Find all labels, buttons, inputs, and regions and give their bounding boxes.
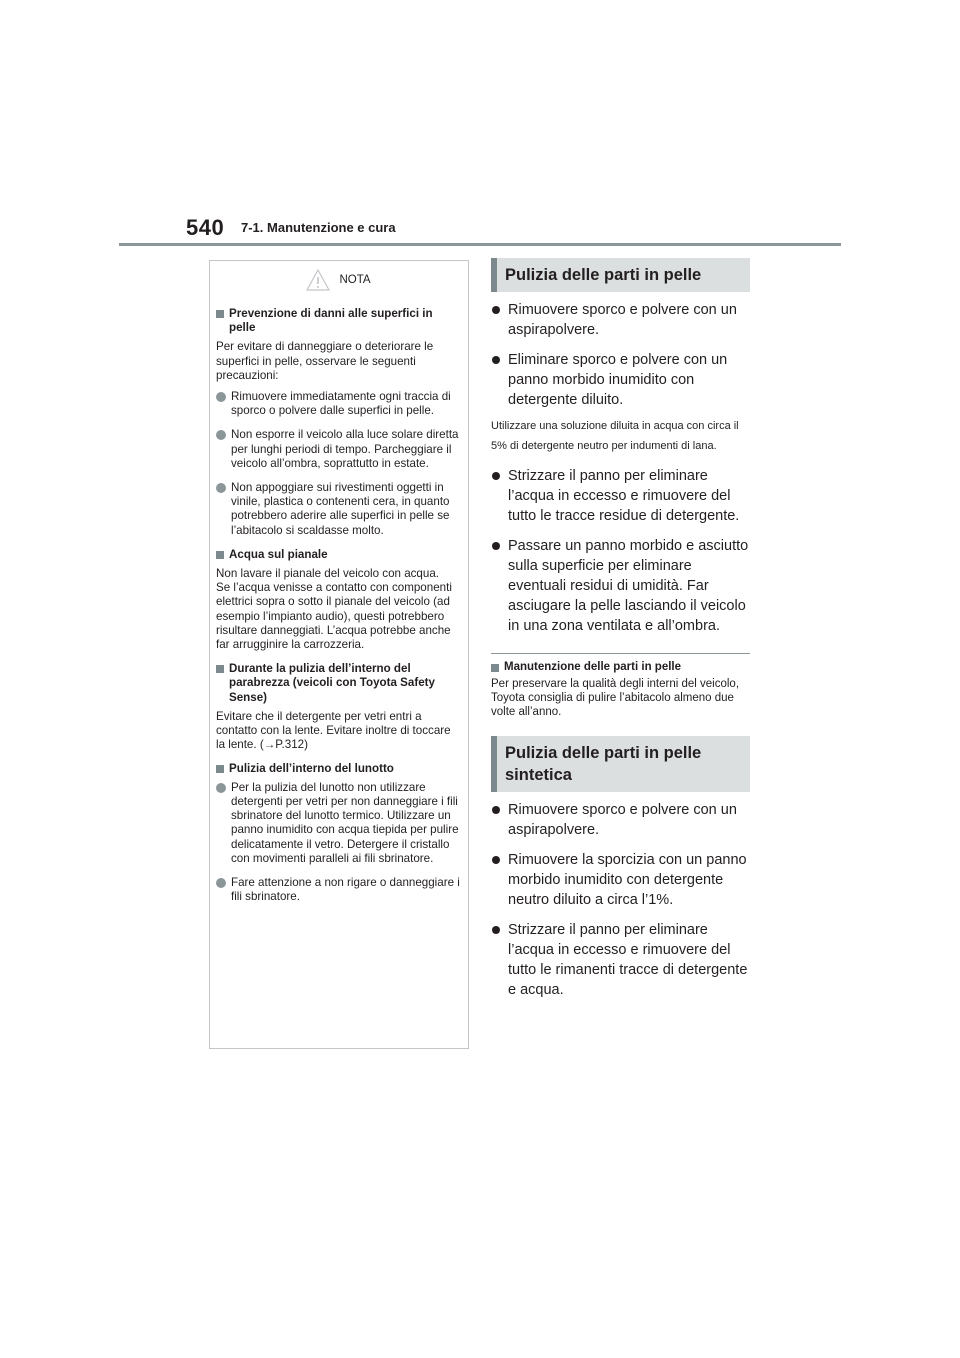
leather-bullet-text: Passare un panno morbido e asciutto sulla superficie per eliminare eventuali residui di umidità. Far asciugare la pelle lasciando il veicolo in una zona ventilata e all’ombra. <box>508 538 749 634</box>
nota-label: NOTA <box>339 274 371 286</box>
nota-subheading-text: Durante la pulizia dell’interno del parabrezza (veicoli con Toyota Safety Sense) <box>229 662 435 704</box>
nota-bullet-text: Fare attenzione a non rigare o danneggiare i fili sbrinatore. <box>231 875 460 904</box>
maintenance-paragraph: Per preservare la qualità degli interni del veicolo, Toyota consiglia di pulire l’abitacolo almeno due volte all’anno. <box>491 678 740 719</box>
section-divider <box>491 653 750 654</box>
synthetic-bullet-item <box>491 850 750 910</box>
nota-bullet-text: Per la pulizia del lunotto non utilizzare detergenti per vetri per non danneggiare i fili sbrinatore del lunotto termico. Utilizzare un panno inumidito con acqua tiepida per pulire delicatamente il vetro. Detergere il cristallo con movimenti paralleli ai fili sbrinatore. <box>231 780 459 865</box>
bullet-dot-icon <box>492 356 500 364</box>
bullet-dot-icon <box>492 806 500 814</box>
page-number: 540 <box>186 215 225 240</box>
nota-bullet-item <box>216 481 460 538</box>
nota-bullet-text: Rimuovere immediatamente ogni traccia di sporco o polvere dalle superfici in pelle. <box>231 390 451 418</box>
nota-subheading-text: Pulizia dell’interno del lunotto <box>229 762 394 776</box>
bullet-dot-icon <box>492 926 500 934</box>
maintenance-subheading <box>491 661 750 673</box>
bullet-dot-icon <box>492 472 500 480</box>
leather-bullet-item <box>491 536 750 636</box>
nota-subheading-text: Acqua sul pianale <box>229 547 328 561</box>
nota-subheading-text: Prevenzione di danni alle superfici in pelle <box>229 307 433 335</box>
synthetic-section-heading: Pulizia delle parti in pelle sintetica <box>491 736 750 792</box>
leather-bullet-text: Strizzare il panno per eliminare l’acqua in eccesso e rimuovere del tutto le tracce residue di detergente. <box>508 468 740 524</box>
nota-body <box>216 307 460 904</box>
header-divider <box>119 243 841 246</box>
right-column <box>491 258 750 1000</box>
nota-subheading <box>216 762 460 776</box>
nota-bullet-item <box>216 876 460 904</box>
circle-bullet-icon <box>216 392 226 402</box>
circle-bullet-icon <box>216 483 226 493</box>
synthetic-bullet-text: Rimuovere sporco e polvere con un aspirapolvere. <box>508 801 737 838</box>
square-bullet-icon <box>216 310 224 318</box>
nota-header <box>216 261 460 299</box>
nota-subheading <box>216 548 460 562</box>
nota-bullet-item <box>216 781 460 866</box>
synthetic-bullet-item <box>491 800 750 840</box>
nota-paragraph: Non lavare il pianale del veicolo con acqua. Se l’acqua venisse a contatto con componenti elettrici sopra o sotto il pianale del veicolo (ad esempio l’impianto audio), questi potrebbero risultare danneggiati. L’acqua potrebbe anche far arrugginire la carrozzeria. <box>216 567 452 652</box>
square-bullet-icon <box>216 551 224 559</box>
leather-bullet-item <box>491 350 750 410</box>
square-bullet-icon <box>216 665 224 673</box>
maintenance-subheading-text: Manutenzione delle parti in pelle <box>504 661 681 673</box>
synthetic-bullet-item <box>491 920 750 1000</box>
leather-bullet-text: Eliminare sporco e polvere con un panno morbido inumidito con detergente diluito. <box>508 352 728 408</box>
nota-subheading <box>216 662 460 705</box>
synthetic-bullet-text: Strizzare il panno per eliminare l’acqua in eccesso e rimuovere del tutto le rimanenti tracce di detergente e acqua. <box>508 921 748 998</box>
nota-paragraph: Evitare che il detergente per vetri entri a contatto con la lente. Evitare inoltre di toccare la lente. (→P.312) <box>216 709 451 752</box>
circle-bullet-icon <box>216 783 226 793</box>
leather-bullet-text: Rimuovere sporco e polvere con un aspirapolvere. <box>508 302 737 338</box>
bullet-dot-icon <box>492 856 500 864</box>
nota-bullet-item <box>216 390 460 418</box>
circle-bullet-icon <box>216 878 226 888</box>
section-title: 7-1. Manutenzione e cura <box>241 220 396 235</box>
bullet-dot-icon <box>492 542 500 550</box>
square-bullet-icon <box>216 765 224 773</box>
leather-bullet-item <box>491 466 750 526</box>
nota-bullet-item <box>216 428 460 471</box>
square-bullet-icon <box>491 664 499 672</box>
leather-note: Utilizzare una soluzione diluita in acqua con circa il 5% di detergente neutro per indumenti di lana. <box>491 420 739 452</box>
synthetic-bullet-text: Rimuovere la sporcizia con un panno morbido inumidito con detergente neutro diluito a circa l’1%. <box>508 851 747 908</box>
nota-bullet-text: Non esporre il veicolo alla luce solare diretta per lunghi periodi di tempo. Parcheggiare il veicolo all’ombra, soprattutto in estate. <box>231 428 459 470</box>
warning-triangle-icon <box>305 268 331 292</box>
nota-box <box>209 260 469 1049</box>
leather-bullet-item <box>491 300 750 340</box>
bullet-dot-icon <box>492 306 500 314</box>
nota-subheading <box>216 307 460 335</box>
nota-paragraph: Per evitare di danneggiare o deteriorare le superfici in pelle, osservare le seguenti precauzioni: <box>216 340 434 382</box>
leather-section-heading: Pulizia delle parti in pelle <box>491 258 750 292</box>
circle-bullet-icon <box>216 430 226 440</box>
nota-bullet-text: Non appoggiare sui rivestimenti oggetti in vinile, plastica o contenenti cera, in quanto potrebbero aderire alle superfici in pelle se l’abitacolo si scaldasse molto. <box>231 481 450 537</box>
